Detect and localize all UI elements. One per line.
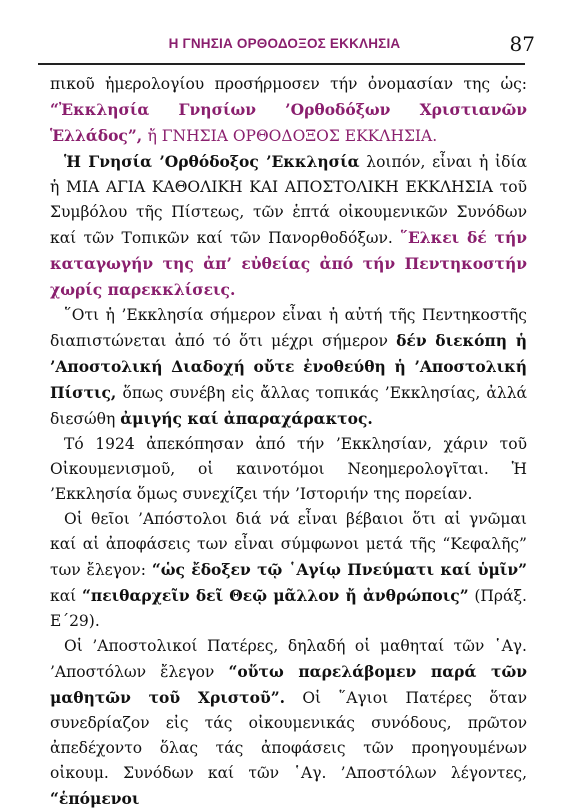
text: ῞Οτι ἡ ’Εκκλησία σήμερον εἶναι ἡ αὐτή τῆς Πεντηκοστῆς διαπιστώνεται ἀπό τό ὅτι μέχρι σήμερον <box>50 306 527 350</box>
bold-quote: “ἑπόμενοι <box>50 789 140 808</box>
bold-quote: “πειθαρχεῖν δεῖ Θεῷ μᾶλλον ἤ ἀνθρώποις” <box>81 586 469 605</box>
page-number: 87 <box>509 32 535 56</box>
paragraph-5 <box>50 507 527 634</box>
text: καί <box>50 587 82 605</box>
highlighted-phrase: ῞Ελκει δέ τήν καταγωγήν της ἀπ’ εὐθείας ἀπό τήν Πεντηκοστήν χωρίς παρεκκλίσεις. <box>50 228 527 299</box>
text: ὅπως συνέβη εἰς ἄλλας τοπικάς ’Εκκλησίας, ἀλλά διεσώθη <box>50 384 527 428</box>
bold-phrase: ἀμιγής καί ἀπαραχάρακτος. <box>120 409 373 428</box>
text: Τό 1924 ἀπεκόπησαν ἀπό τήν ’Εκκλησίαν, χάριν τοῦ Οἰκουμενισμοῦ, οἱ καινοτόμοι Νεοημερολογῖται. Ἡ ’Εκκλησία ὅμως συνεχίζει τήν ’Ιστοριήν της πορείαν. <box>50 435 527 503</box>
text: λοιπόν, εἶναι ἡ ἰδία ἡ ΜΙΑ ΑΓΙΑ ΚΑΘΟΛΙΚΗ ΚΑΙ ΑΠΟΣΤΟΛΙΚΗ ΕΚΚΛΗΣΙΑ τοῦ Συμβόλου τῆς Πίστεως, τῶν ἑπτά οἰκουμενικῶν Συνόδων καί τῶν Τοπικῶν καί τῶν Πανορθοδόξων. <box>50 153 527 247</box>
bold-phrase: δέν διεκόπη ἡ ’Αποστολική Διαδοχή οὔτε ἐνοθεύθη ἡ ’Αποστολική Πίστις, <box>50 331 527 402</box>
bold-quote: “οὕτω παρελάβομεν παρά τῶν μαθητῶν τοῦ Χριστοῦ”. <box>50 662 527 707</box>
text: Οἱ ῞Αγιοι Πατέρες ὅταν συνεδρίαζον εἰς τάς οἰκουμενικάς συνόδους, πρῶτον ἀπεδέχοντο ὅλας τάς ἀποφάσεις τῶν προηγουμένων οἰκουμ. Συνόδων καί τῶν ῾Αγ. ’Αποστόλων λέγοντες, <box>50 689 527 782</box>
paragraph-3 <box>50 303 527 432</box>
paragraph-1 <box>50 72 527 149</box>
bold-phrase: Ἡ Γνησία ’Ορθόδοξος ’Εκκλησία <box>64 152 360 171</box>
citation: (Πράξ. Ε΄29). <box>50 587 527 630</box>
page-header <box>34 30 535 64</box>
paragraph-2 <box>50 149 527 303</box>
paragraph-6 <box>50 634 527 812</box>
text: Οἱ θεῖοι ’Απόστολοι διά νά εἶναι βέβαιοι ὅτι αἱ γνῶμαι καί αἱ ἀποφάσεις των εἶναι σύμφωνοι μετά τῆς “Κεφαλῆς” των ἔλεγον: <box>50 510 527 579</box>
text: Οἱ ’Αποστολικοί Πατέρες, δηλαδή οἱ μαθηταί τῶν ῾Αγ. ’Αποστόλων ἔλεγον <box>50 637 527 681</box>
bold-quote: “ὡς ἔδοξεν τῷ ῾Αγίῳ Πνεύματι καί ὑμῖν” <box>151 560 527 579</box>
paragraph-4 <box>50 432 527 507</box>
highlighted-short-name: ἤ ΓΝΗΣΙΑ ΟΡΘΟΔΟΞΟΣ ΕΚΚΛΗΣΙΑ. <box>147 127 438 145</box>
body-text <box>50 72 527 812</box>
header-rule <box>38 63 525 65</box>
text: πικοῦ ἡμερολογίου προσήρμοσεν τήν ὀνομασίαν της ὡς: <box>50 75 527 93</box>
running-title: Η ΓΝΗΣΙΑ ΟΡΘΟΔΟΞΟΣ ΕΚΚΛΗΣΙΑ <box>168 36 401 51</box>
highlighted-church-name: “Ἐκκλησία Γνησίων ’Ορθοδόξων Χριστιανῶν Ἑλλάδος”, <box>50 100 527 145</box>
